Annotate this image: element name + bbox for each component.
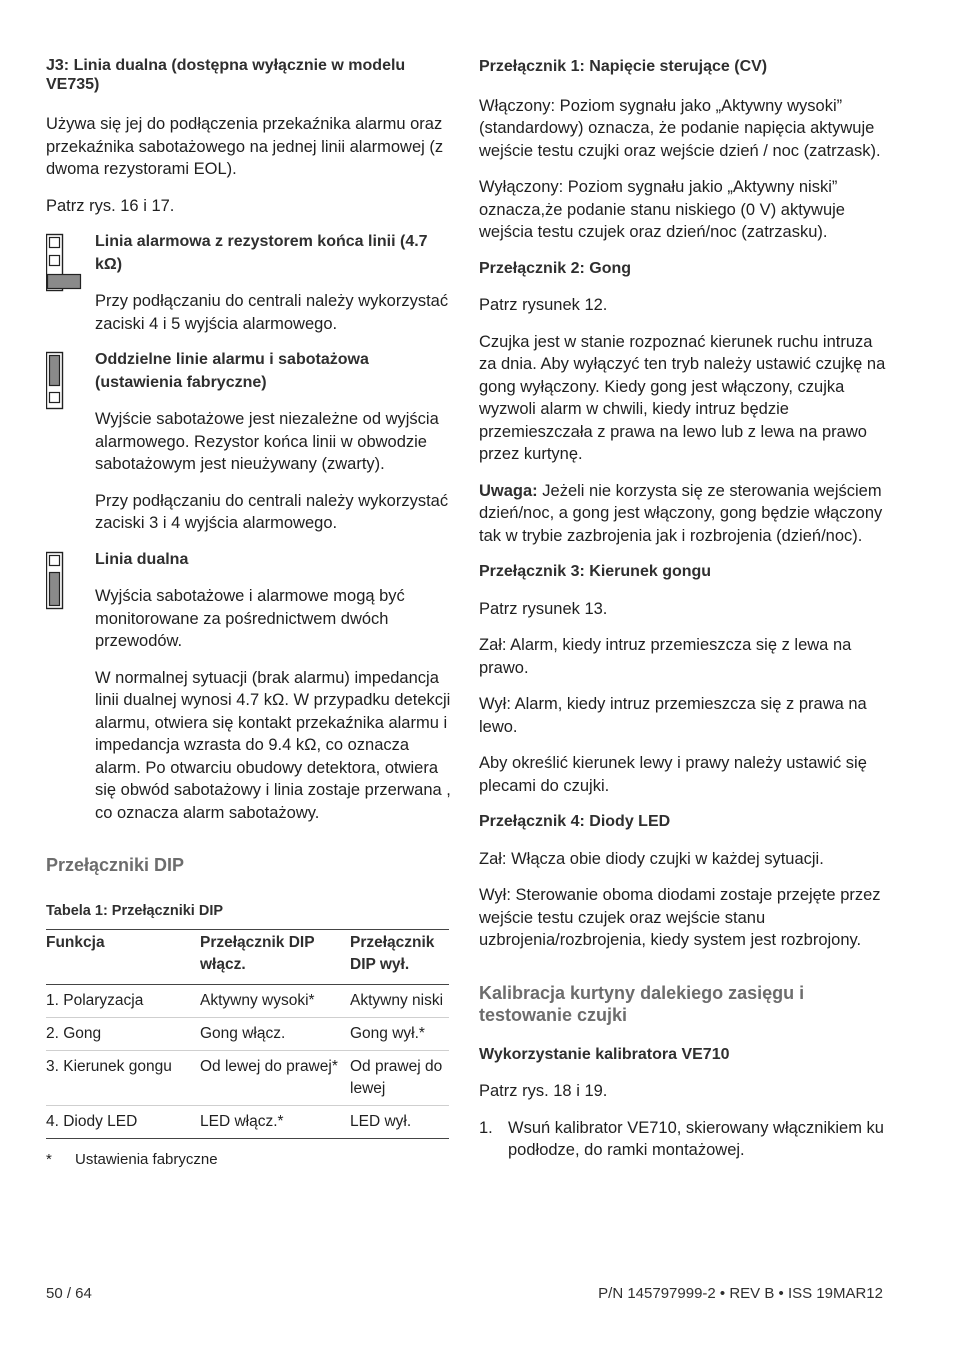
- table-row: [46, 1017, 449, 1050]
- table-row: [46, 1050, 449, 1105]
- switch3-off-text: Wył: Alarm, kiedy intruz przemieszcza się z prawa na lewo.: [479, 695, 867, 736]
- list-item: [479, 1117, 889, 1162]
- option-dual-heading: Linia dualna: [95, 550, 189, 568]
- table-footnote: [46, 1149, 456, 1172]
- jumper-dual-icon: [46, 551, 66, 611]
- option-dual-text1: Wyjścia sabotażowe i alarmowe mogą być monitorowane za pośrednictwem dwóch przewodów.: [95, 587, 405, 650]
- option-separate-lines: [46, 349, 456, 535]
- table-cell: 1. Polaryzacja: [46, 984, 200, 1017]
- table-header: Przełącznik DIP wył.: [350, 929, 449, 984]
- j3-see: Patrz rys. 16 i 17.: [46, 196, 175, 215]
- dip-section-title: Przełączniki DIP: [46, 855, 185, 875]
- table-cell: Od lewej do prawej*: [200, 1050, 350, 1105]
- option-separate-text1: Wyjście sabotażowe jest niezależne od wyjścia alarmowego. Rezystor końca linii w obwodzie sabotażowym jest nieużywany (zwarty).: [95, 410, 439, 473]
- calibration-steps: [479, 1117, 889, 1162]
- table-cell: Od prawej do lewej: [350, 1050, 449, 1105]
- switch4-off-text: Wył: Sterowanie oboma diodami zostaje przejęte przez wejście testu czujek oraz wejście stanu uzbrojenia/rozbrojenia, kiedy system jest rozbrojony.: [479, 886, 881, 949]
- table-header: Funkcja: [46, 929, 200, 984]
- note-label: Uwaga:: [479, 481, 538, 500]
- option-dual-line: [46, 549, 456, 825]
- table-header-row: [46, 929, 449, 984]
- j3-intro: Używa się jej do podłączenia przekaźnika alarmu oraz przekaźnika sabotażowego na jednej linii alarmowej (z dwoma rezystorami EOL).: [46, 115, 444, 178]
- table-cell: LED wył.: [350, 1105, 449, 1138]
- note-text: Jeżeli nie korzysta się ze sterowania wejściem dzień/noc, a gong jest włączony, gong będzie włączony tak w trybie zazbrojenia jak i rozbrojenia (dzień/noc).: [479, 481, 883, 545]
- table-cell: Gong włącz.: [200, 1017, 350, 1050]
- table-caption: Tabela 1: Przełączniki DIP: [46, 903, 224, 919]
- calibration-section-title: Kalibracja kurtyny dalekiego zasięgu i testowanie czujki: [479, 982, 805, 1025]
- ve710-heading: Wykorzystanie kalibratora VE710: [479, 1045, 730, 1063]
- table-header: Przełącznik DIP włącz.: [200, 929, 350, 984]
- switch3-on-text: Zał: Alarm, kiedy intruz przemieszcza się z lewa na prawo.: [479, 636, 852, 677]
- footnote-mark: *: [46, 1150, 52, 1168]
- switch2-see: Patrz rysunek 12.: [479, 296, 608, 314]
- switch4-on-text: Zał: Włącza obie diody czujki w każdej sytuacji.: [479, 849, 824, 868]
- step-number: 1.: [479, 1118, 493, 1137]
- table-row: [46, 1105, 449, 1138]
- footnote-text: Ustawienia fabryczne: [75, 1150, 218, 1168]
- part-number: P/N 145797999-2 • REV B • ISS 19MAR12: [598, 1285, 883, 1302]
- option-eol-heading: Linia alarmowa z rezystorem końca linii (4.7 kΩ): [95, 233, 428, 273]
- jumper-eol-icon: [46, 233, 82, 293]
- table-cell: 4. Diody LED: [46, 1105, 200, 1138]
- option-separate-heading: Oddzielne linie alarmu i sabotażowa (ustawienia fabryczne): [95, 351, 369, 391]
- table-cell: Aktywny niski: [350, 984, 449, 1017]
- left-column: [46, 56, 456, 1171]
- table-cell: 2. Gong: [46, 1017, 200, 1050]
- table-row: [46, 984, 449, 1017]
- option-separate-text2: Przy podłączaniu do centrali należy wykorzystać zaciski 3 i 4 wyjścia alarmowego.: [95, 491, 449, 532]
- option-eol-line: [46, 231, 456, 335]
- j3-heading: J3: Linia dualna (dostępna wyłącznie w modelu VE735): [46, 57, 406, 93]
- ve710-see: Patrz rys. 18 i 19.: [479, 1082, 608, 1100]
- switch3-see: Patrz rysunek 13.: [479, 599, 608, 618]
- switch2-heading: Przełącznik 2: Gong: [479, 259, 632, 277]
- switch2-text: Czujka jest w stanie rozpoznać kierunek ruchu intruza za dnia. Aby wyłączyć ten tryb należy ustawić czujkę na gong wyłączony. Kiedy gong jest włączony, czujka wyzwoli alarm w chwili, kiedy intruz będzie przemieszczała z prawa na lewo lub z lewa na prawo przez kurtynę.: [479, 332, 886, 463]
- step-text: Wsuń kalibrator VE710, skierowany włącznikiem ku podłodze, do ramki montażowej.: [508, 1118, 884, 1159]
- table-cell: Aktywny wysoki*: [200, 984, 350, 1017]
- note-paragraph: [479, 480, 889, 548]
- switch1-on-text: Włączony: Poziom sygnału jako „Aktywny wysoki” (standardowy) oznacza, że podanie napięcia aktywuje wejście testu czujki oraz wejście dzień / noc (zatrzask).: [479, 96, 881, 160]
- switch3-heading: Przełącznik 3: Kierunek gongu: [479, 563, 712, 580]
- table-cell: LED włącz.*: [200, 1105, 350, 1138]
- switch1-heading: Przełącznik 1: Napięcie sterujące (CV): [479, 58, 768, 75]
- option-dual-text2: W normalnej sytuacji (brak alarmu) impedancja linii dualnej wynosi 4.7 kΩ. W przypadku detekcji alarmu, otwiera się kontakt przekaźnika alarmu i impedancja wzrasta do 9.4 kΩ, co oznacza alarm. Po otwarciu obudowy detektora, otwiera się obwód sabotażowy i linia zostaje przerwana , co oznacza alarm sabotażowy.: [95, 668, 451, 822]
- jumper-separate-icon: [46, 351, 66, 411]
- right-column: [479, 56, 889, 1162]
- page-number: 50 / 64: [46, 1285, 92, 1302]
- table-cell: Gong wył.*: [350, 1017, 449, 1050]
- switch4-heading: Przełącznik 4: Diody LED: [479, 813, 671, 830]
- dip-table: [46, 929, 449, 1139]
- option-eol-text: Przy podłączaniu do centrali należy wykorzystać zaciski 4 i 5 wyjścia alarmowego.: [95, 292, 449, 333]
- switch3-text: Aby określić kierunek lewy i prawy należy ustawić się plecami do czujki.: [479, 754, 867, 795]
- table-cell: 3. Kierunek gongu: [46, 1050, 200, 1105]
- switch1-off-text: Wyłączony: Poziom sygnału jakio „Aktywny niski” oznacza,że podanie stanu niskiego (0 V) aktywuje wejścia testu czujek oraz dzień/noc (zatrzasku).: [479, 178, 845, 241]
